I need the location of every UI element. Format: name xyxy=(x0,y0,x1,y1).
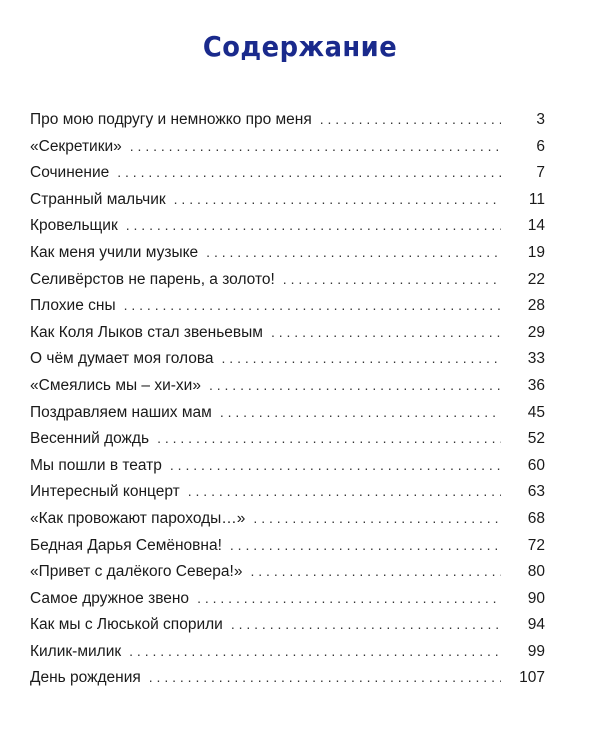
toc-entry-title: День рождения xyxy=(30,669,141,687)
toc-entry-title: Поздравляем наших мам xyxy=(30,403,212,421)
leader-dots xyxy=(271,319,501,346)
toc-entry-page: 94 xyxy=(527,616,545,634)
leader-dots xyxy=(320,106,501,133)
toc-entry-page: 28 xyxy=(527,297,545,315)
toc-entry xyxy=(30,532,545,559)
toc-entry-page: 90 xyxy=(527,589,545,607)
toc-entry-title: «Секретики» xyxy=(30,137,122,155)
leader-dots xyxy=(283,266,501,293)
leader-dots xyxy=(253,505,501,532)
toc-entry-title: Сочинение xyxy=(30,164,110,182)
toc-entry xyxy=(30,345,545,372)
toc-entry xyxy=(30,292,545,319)
toc-entry-page: 11 xyxy=(528,190,545,208)
toc-entry xyxy=(30,239,545,266)
leader-dots xyxy=(222,345,501,372)
toc-entry-title: Селивёрстов не парень, а золото! xyxy=(30,270,275,288)
leader-dots xyxy=(174,186,501,213)
toc-entry xyxy=(30,425,545,452)
toc-entry-title: Как меня учили музыке xyxy=(30,243,199,261)
toc-entry xyxy=(30,558,545,585)
toc-entry-title: Бедная Дарья Семёновна! xyxy=(30,536,222,554)
toc-entry-page: 7 xyxy=(536,164,545,182)
toc-entry-title: Про мою подругу и немножко про меня xyxy=(30,111,312,128)
leader-dots xyxy=(129,638,501,665)
toc-entry xyxy=(30,106,545,133)
toc-entry-page: 68 xyxy=(527,509,545,527)
toc-entry-page: 29 xyxy=(527,323,545,341)
toc-entry-title: Плохие сны xyxy=(30,297,116,315)
toc-entry-page: 33 xyxy=(527,350,545,368)
leader-dots xyxy=(130,133,501,160)
leader-dots xyxy=(206,239,501,266)
leader-dots xyxy=(188,478,501,505)
toc-entry-page: 60 xyxy=(527,456,545,474)
toc-entry-title: Мы пошли в театр xyxy=(30,456,162,474)
toc-entry-page: 45 xyxy=(527,403,545,421)
toc-entry-page: 72 xyxy=(527,536,545,554)
leader-dots xyxy=(149,664,501,691)
toc-entry xyxy=(30,638,545,665)
toc-entry-title: Как Коля Лыков стал звеньевым xyxy=(30,323,263,341)
toc-entry xyxy=(30,372,545,399)
toc-entry xyxy=(30,611,545,638)
page-title: Содержание xyxy=(202,30,398,63)
toc-entry xyxy=(30,212,545,239)
toc-entry xyxy=(30,452,545,479)
toc-entry-page: 99 xyxy=(527,642,545,660)
leader-dots xyxy=(157,425,501,452)
table-of-contents xyxy=(30,106,545,691)
leader-dots xyxy=(117,159,501,186)
leader-dots xyxy=(209,372,501,399)
toc-entry xyxy=(30,478,545,505)
toc-entry-page: 19 xyxy=(527,243,545,261)
leader-dots xyxy=(126,212,501,239)
toc-entry-page: 6 xyxy=(536,137,545,155)
toc-entry xyxy=(30,159,545,186)
leader-dots xyxy=(250,558,501,585)
toc-entry xyxy=(30,319,545,346)
toc-entry xyxy=(30,505,545,532)
leader-dots xyxy=(170,452,501,479)
toc-entry-page: 107 xyxy=(519,669,545,687)
toc-entry-title: Весенний дождь xyxy=(30,430,150,448)
toc-entry-page: 63 xyxy=(527,483,545,501)
toc-entry-title: Кровельщик xyxy=(30,217,118,235)
toc-entry-title: «Привет с далёкого Севера!» xyxy=(30,563,243,581)
toc-entry xyxy=(30,399,545,426)
toc-entry-title: Интересный концерт xyxy=(30,483,180,501)
toc-entry-page: 52 xyxy=(527,430,545,448)
toc-entry-page: 3 xyxy=(536,111,545,128)
toc-entry-page: 14 xyxy=(527,217,545,235)
toc-entry-title: Килик-милик xyxy=(30,642,122,660)
toc-entry xyxy=(30,266,545,293)
toc-entry xyxy=(30,664,545,691)
toc-entry-title: О чём думает моя голова xyxy=(30,350,214,368)
toc-entry-page: 22 xyxy=(527,270,545,288)
leader-dots xyxy=(230,532,501,559)
toc-entry xyxy=(30,133,545,160)
toc-entry-title: «Смеялись мы – хи-хи» xyxy=(30,376,201,394)
leader-dots xyxy=(197,585,501,612)
toc-entry-page: 36 xyxy=(527,376,545,394)
toc-entry-title: Как мы с Люськой спорили xyxy=(30,616,223,634)
toc-entry-page: 80 xyxy=(527,563,545,581)
leader-dots xyxy=(124,292,501,319)
leader-dots xyxy=(220,399,501,426)
toc-entry-title: Странный мальчик xyxy=(30,190,166,208)
toc-entry xyxy=(30,585,545,612)
leader-dots xyxy=(231,611,501,638)
toc-entry xyxy=(30,186,545,213)
toc-entry-title: Самое дружное звено xyxy=(30,589,190,607)
toc-entry-title: «Как провожают пароходы…» xyxy=(30,509,246,527)
